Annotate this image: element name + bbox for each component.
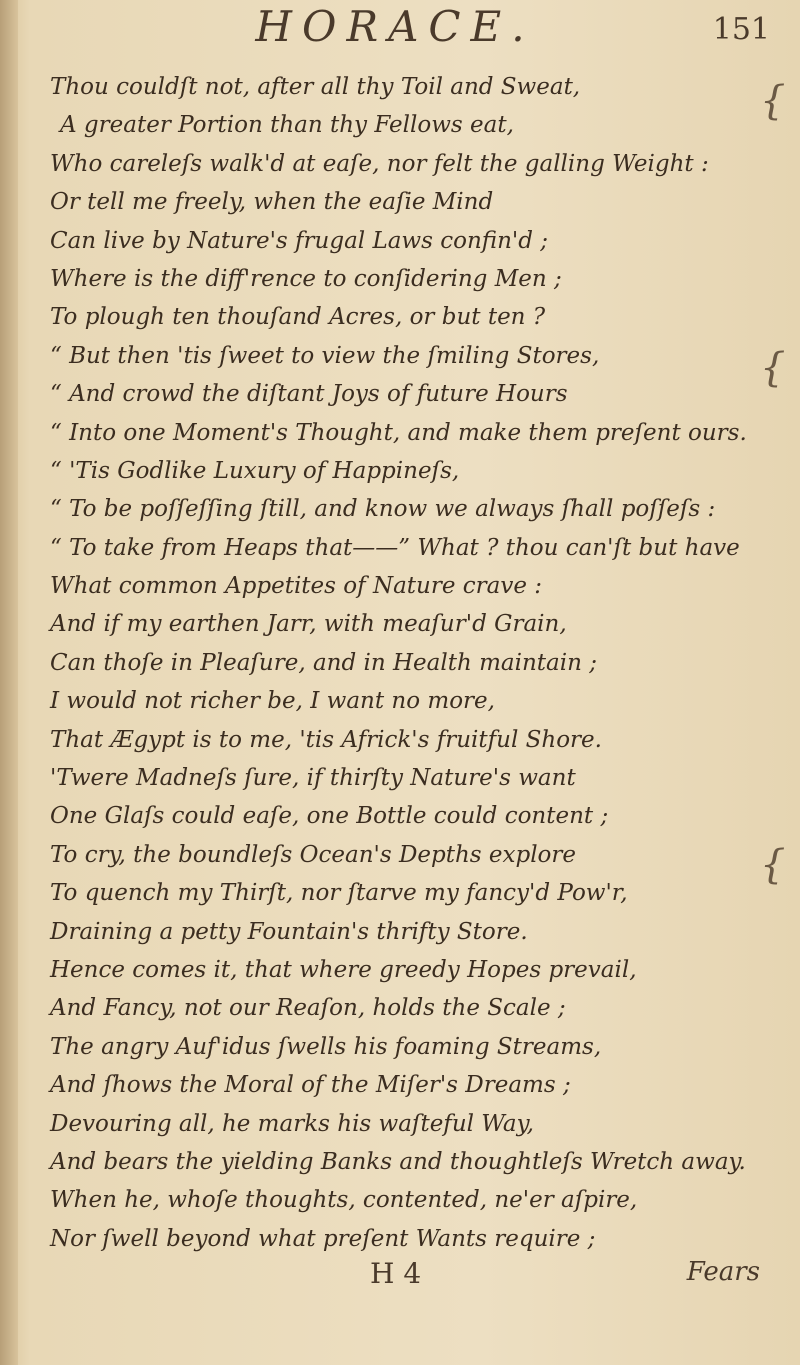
page-number: 151: [712, 12, 770, 47]
page-gutter: [0, 0, 18, 1365]
verse-line: Draining a petty Fountain's thrifty Store.: [50, 918, 528, 945]
verse-line: And if my earthen Jarr, with meaſur'd Grain,: [50, 611, 567, 638]
running-head: HORACE.: [255, 2, 535, 51]
verse-line: Can live by Nature's frugal Laws confin'd ;: [50, 227, 549, 254]
catchword: Fears: [686, 1257, 760, 1287]
verse-line: “ To be poſſeſſing ſtill, and know we always ſhall poſſeſs :: [50, 496, 716, 523]
verse-line: Hence comes it, that where greedy Hopes prevail,: [50, 956, 637, 983]
triplet-brace-mark: {: [760, 78, 786, 124]
verse-line: And bears the yielding Banks and thoughtleſs Wretch away.: [50, 1148, 746, 1175]
verse-line: “ And crowd the diſtant Joys of future Hours: [50, 381, 568, 408]
verse-line: To cry, the boundleſs Ocean's Depths explore: [50, 841, 577, 868]
verse-line: Can thoſe in Pleaſure, and in Health maintain ;: [50, 649, 597, 676]
verse-line: Thou couldſt not, after all thy Toil and Sweat,: [50, 74, 581, 100]
verse-line: When he, whoſe thoughts, contented, ne'er aſpire,: [50, 1187, 638, 1214]
verse-line: What common Appetites of Nature crave :: [50, 573, 543, 600]
verse-line: Or tell me freely, when the eaſie Mind: [50, 189, 494, 216]
verse-line: To quench my Thirſt, nor ſtarve my fancy'd Pow'r,: [50, 880, 628, 907]
triplet-brace-mark: {: [760, 842, 786, 888]
verse-line: 'Twere Madneſs ſure, if thirſty Nature's want: [50, 765, 576, 792]
signature-mark: H 4: [370, 1257, 422, 1290]
verse-line: “ 'Tis Godlike Luxury of Happineſs,: [50, 457, 460, 484]
verse-line: “ Into one Moment's Thought, and make them preſent ours.: [50, 419, 747, 446]
verse-line: And ſhows the Moral of the Miſer's Dreams ;: [50, 1072, 571, 1099]
verse-line: And Fancy, not our Reaſon, holds the Scale ;: [50, 995, 566, 1022]
verse-block: [50, 68, 780, 1258]
verse-line: To plough ten thouſand Acres, or but ten ?: [50, 304, 546, 331]
verse-line: Devouring all, he marks his waſteful Way,: [50, 1110, 534, 1137]
verse-line: One Glaſs could eaſe, one Bottle could content ;: [50, 803, 609, 830]
verse-line: A greater Portion than thy Fellows eat,: [60, 112, 514, 139]
verse-line: That Ægypt is to me, 'tis Africk's fruitful Shore.: [50, 726, 602, 753]
verse-line: I would not richer be, I want no more,: [50, 688, 495, 715]
verse-line: Where is the diff'rence to conſidering Men ;: [50, 265, 562, 292]
triplet-brace-mark: {: [760, 345, 786, 391]
verse-line: “ But then 'tis ſweet to view the ſmiling Stores,: [50, 342, 600, 369]
verse-line: Who careleſs walk'd at eaſe, nor felt the galling Weight :: [50, 150, 709, 177]
verse-line: Nor ſwell beyond what preſent Wants require ;: [50, 1225, 596, 1252]
page-footer: [0, 1257, 800, 1297]
verse-line: “ To take from Heaps that——” What ? thou can'ſt but have: [50, 534, 740, 561]
verse-line: The angry Auf'idus ſwells his foaming Streams,: [50, 1033, 602, 1060]
